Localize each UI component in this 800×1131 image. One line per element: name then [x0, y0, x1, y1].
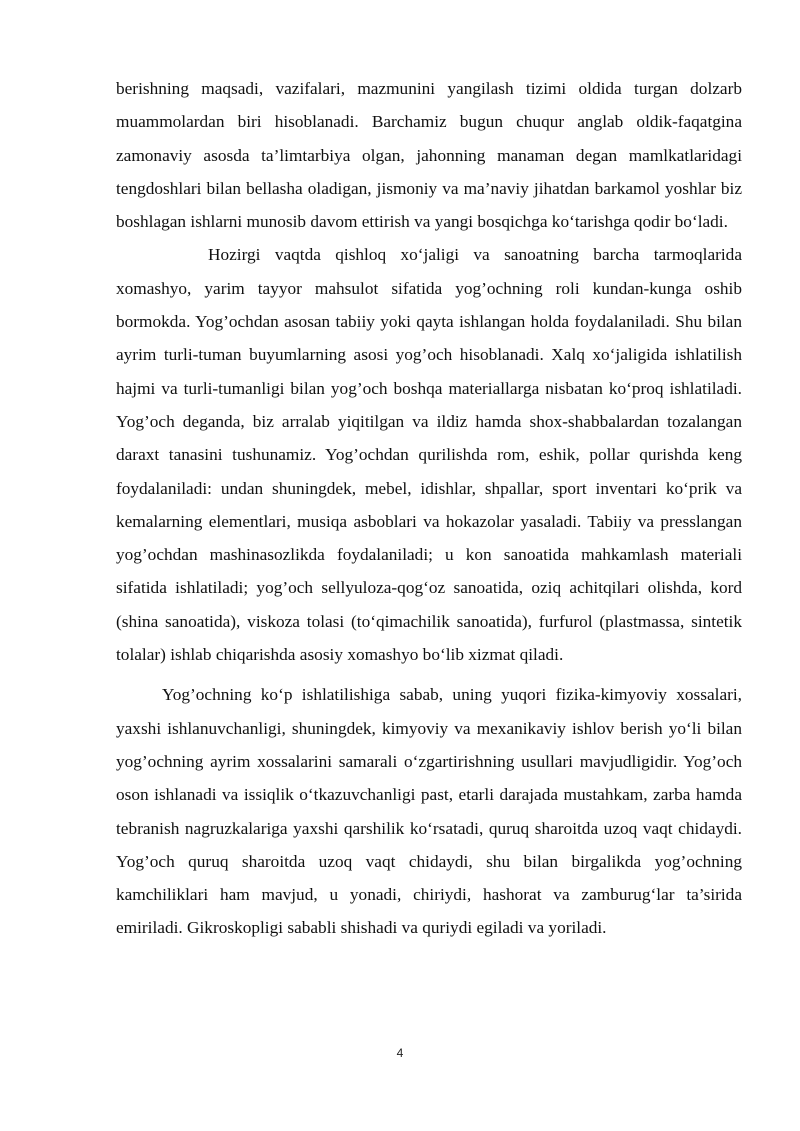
page-number: 4 [396, 1046, 404, 1060]
paragraph-3: Yog’ochning ko‘p ishlatilishiga sabab, uning yuqori fizika-kimyoviy xossalari, yaxshi ishlanuvchanligi, shuningdek, kimyoviy va mexanikaviy ishlov berish yo‘li bilan yog’ochning ayrim xossalarini samarali o‘zgartirishning usullari mavjudligidir. Yog’och oson ishlanadi va issiqlik o‘tkazuvchanligi past, etarli darajada mustahkam, zarba hamda tebranish nagruzkalariga yaxshi qarshilik ko‘rsatadi, quruq sharoitda uzoq vaqt chidaydi. Yog’och quruq sharoitda uzoq vaqt chidaydi, shu bilan birgalikda yog’ochning kamchiliklari ham mavjud, u yonadi, chiriydi, hashorat va zamburug‘lar ta’sirida emiriladi. Gikroskopligi sababli shishadi va quriydi egiladi va yoriladi. [116, 685, 742, 938]
paragraph-2: Hozirgi vaqtda qishloq xo‘jaligi va sanoatning barcha tarmoqlarida xomashyo, yarim tayyor mahsulot sifatida yog’ochning roli kundan-kunga oshib bormokda. Yog’ochdan asosan tabiiy yoki qayta ishlangan holda foydalaniladi. Shu bilan ayrim turli-tuman buyumlarning asosi yog’och hisoblanadi. Xalq xo‘jaligida ishlatilish hajmi va turli-tumanligi bilan yog’och boshqa materiallarga nisbatan ko‘proq ishlatiladi. Yog’och deganda, biz arralab yiqitilgan va ildiz hamda shox-shabbalardan tozalangan daraxt tanasini tushunamiz. Yog’ochdan qurilishda rom, eshik, pollar qurishda keng foydalaniladi: undan shuningdek, mebel, idishlar, shpallar, sport inventari ko‘prik va kemalarning elementlari, musiqa asboblari va hokazolar yasaladi. Tabiiy va presslangan yog’ochdan mashinasozlikda foydalaniladi; u kon sanoatida mahkamlash materiali sifatida ishlatiladi; yog’och sellyuloza-qog‘oz sanoatida, oziq achitqilari olishda, kord (shina sanoatida), viskoza tolasi (to‘qimachilik sanoatida), furfurol (plastmassa, sintetik tolalar) ishlab chiqarishda asosiy xomashyo bo‘lib xizmat qiladi. [116, 245, 742, 665]
body-text [116, 72, 742, 945]
paragraph-1: berishning maqsadi, vazifalari, mazmunini yangilash tizimi oldida turgan dolzarb muammolardan biri hisoblanadi. Barchamiz bugun chuqur anglab oldik-faqatgina zamonaviy asosda ta’limtarbiya olgan, jahonning manaman degan mamlkatlaridagi tengdoshlari bilan bellasha oladigan, jismoniy va ma’naviy jihatdan barkamol yoshlar biz boshlagan ishlarni munosib davom ettirish va yangi bosqichga ko‘tarishga qodir bo‘ladi. [116, 79, 742, 232]
